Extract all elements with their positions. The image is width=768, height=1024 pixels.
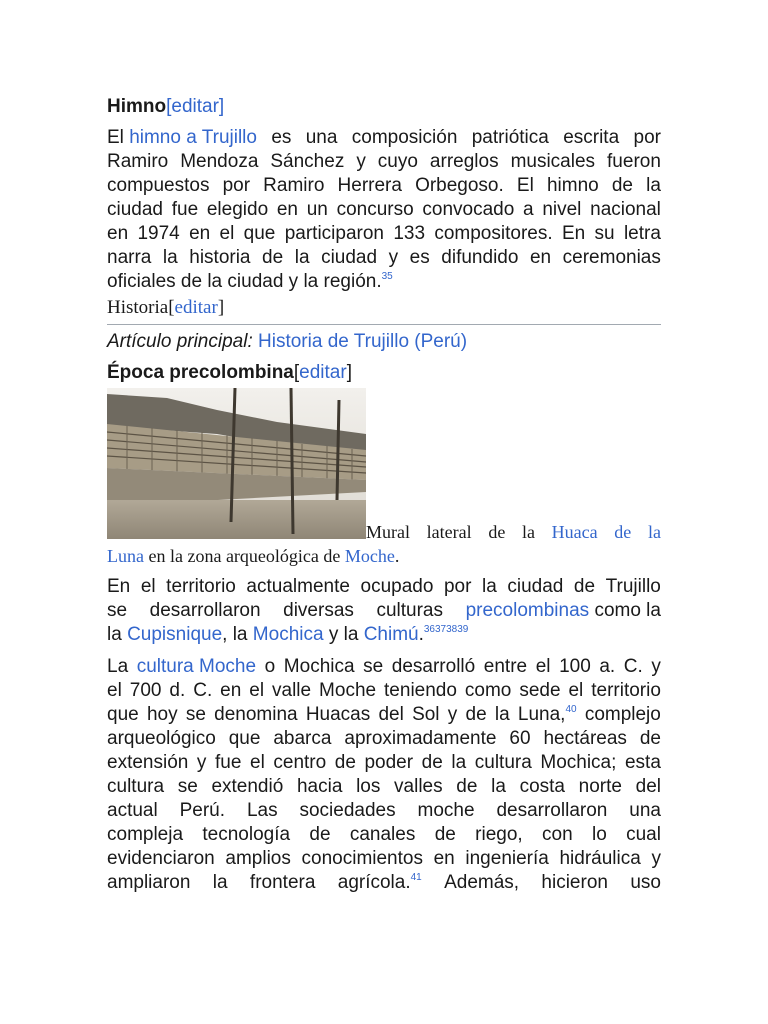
section-heading-himno: Himno[editar]	[107, 96, 225, 117]
link-moche[interactable]: Moche	[344, 546, 395, 566]
link-himno-trujillo[interactable]: himno a Trujillo	[129, 127, 257, 148]
main-article-note: Artículo principal: Historia de Trujillo (Perú)	[107, 331, 468, 352]
paragraph-moche: La cultura Moche o Mochica se desarrolló entre el 100 a. C. y el 700 d. C. en el valle Moche teniendo como sede el territorio que hoy se denomina Huacas del Sol y de la Luna,$^{40}$ complejo arqueológico que abarca aproximadamente 60 hectáreas de extensión y fue el centro de poder de la cultura Mochica; esta cultura se extendió hacia los valles de la costa norte del actual Perú. Las sociedades moche desarrollaron una compleja tecnología de canales de riego, con lo cual evidenciaron amplios conocimientos en ingeniería hidráulica y ampliaron la frontera agrícola.$^{41}$ Además, hicieron uso	[107, 656, 661, 893]
ref-41[interactable]: 41	[410, 872, 422, 883]
link-huaca-de-la-luna-a[interactable]: Huaca	[551, 522, 598, 542]
edit-link-epoca[interactable]: editar	[299, 362, 347, 383]
ref-40[interactable]: 40	[565, 704, 577, 715]
link-precolombinas[interactable]: precolombinas	[465, 600, 590, 621]
refs-36-39[interactable]: 36373839	[423, 624, 469, 635]
link-luna[interactable]: Luna	[107, 546, 144, 566]
ref-35[interactable]: 35	[381, 271, 393, 282]
link-cupisnique[interactable]: Cupisnique	[127, 624, 223, 645]
section-heading-historia: Historia[editar]	[107, 297, 225, 318]
link-mochica[interactable]: Mochica	[252, 624, 324, 645]
image-caption-line1: Mural lateral de la Huaca de la	[366, 522, 661, 542]
link-chimu[interactable]: Chimú	[363, 624, 419, 645]
section-heading-epoca: Época precolombina[editar]	[107, 362, 352, 383]
link-historia-trujillo[interactable]: Historia de Trujillo (Perú)	[258, 331, 468, 352]
paragraph-himno: El himno a Trujillo es una composición patriótica escrita por Ramiro Mendoza Sánchez y cuyo arreglos musicales fueron compuestos por Ramiro Herrera Orbegoso. El himno de la ciudad fue elegido en un concurso convocado a nivel nacional en 1974 en el que participaron 133 compositores. En su letra narra la historia de la ciudad y es difundido en ceremonias oficiales de la ciudad y la región.$^{35}$	[107, 127, 661, 292]
paragraph-territorio: En el territorio actualmente ocupado por la ciudad de Trujillo se desarrollaron diversas culturas precolombinas como la la Cupisnique, la Mochica y la Chimú.$^{36373839}$	[107, 576, 661, 645]
link-huaca-de-la-luna-c[interactable]: la	[647, 522, 661, 542]
edit-link-historia[interactable]: editar	[174, 297, 218, 318]
heading-rule	[107, 324, 661, 325]
huaca-de-la-luna-photo[interactable]	[107, 388, 366, 539]
edit-link-himno[interactable]: [editar]	[166, 96, 225, 117]
link-cultura-moche[interactable]: cultura Moche	[136, 656, 257, 677]
link-huaca-de-la-luna-b[interactable]: de	[614, 522, 632, 542]
image-caption-line2: Luna en la zona arqueológica de Moche.	[107, 546, 400, 566]
